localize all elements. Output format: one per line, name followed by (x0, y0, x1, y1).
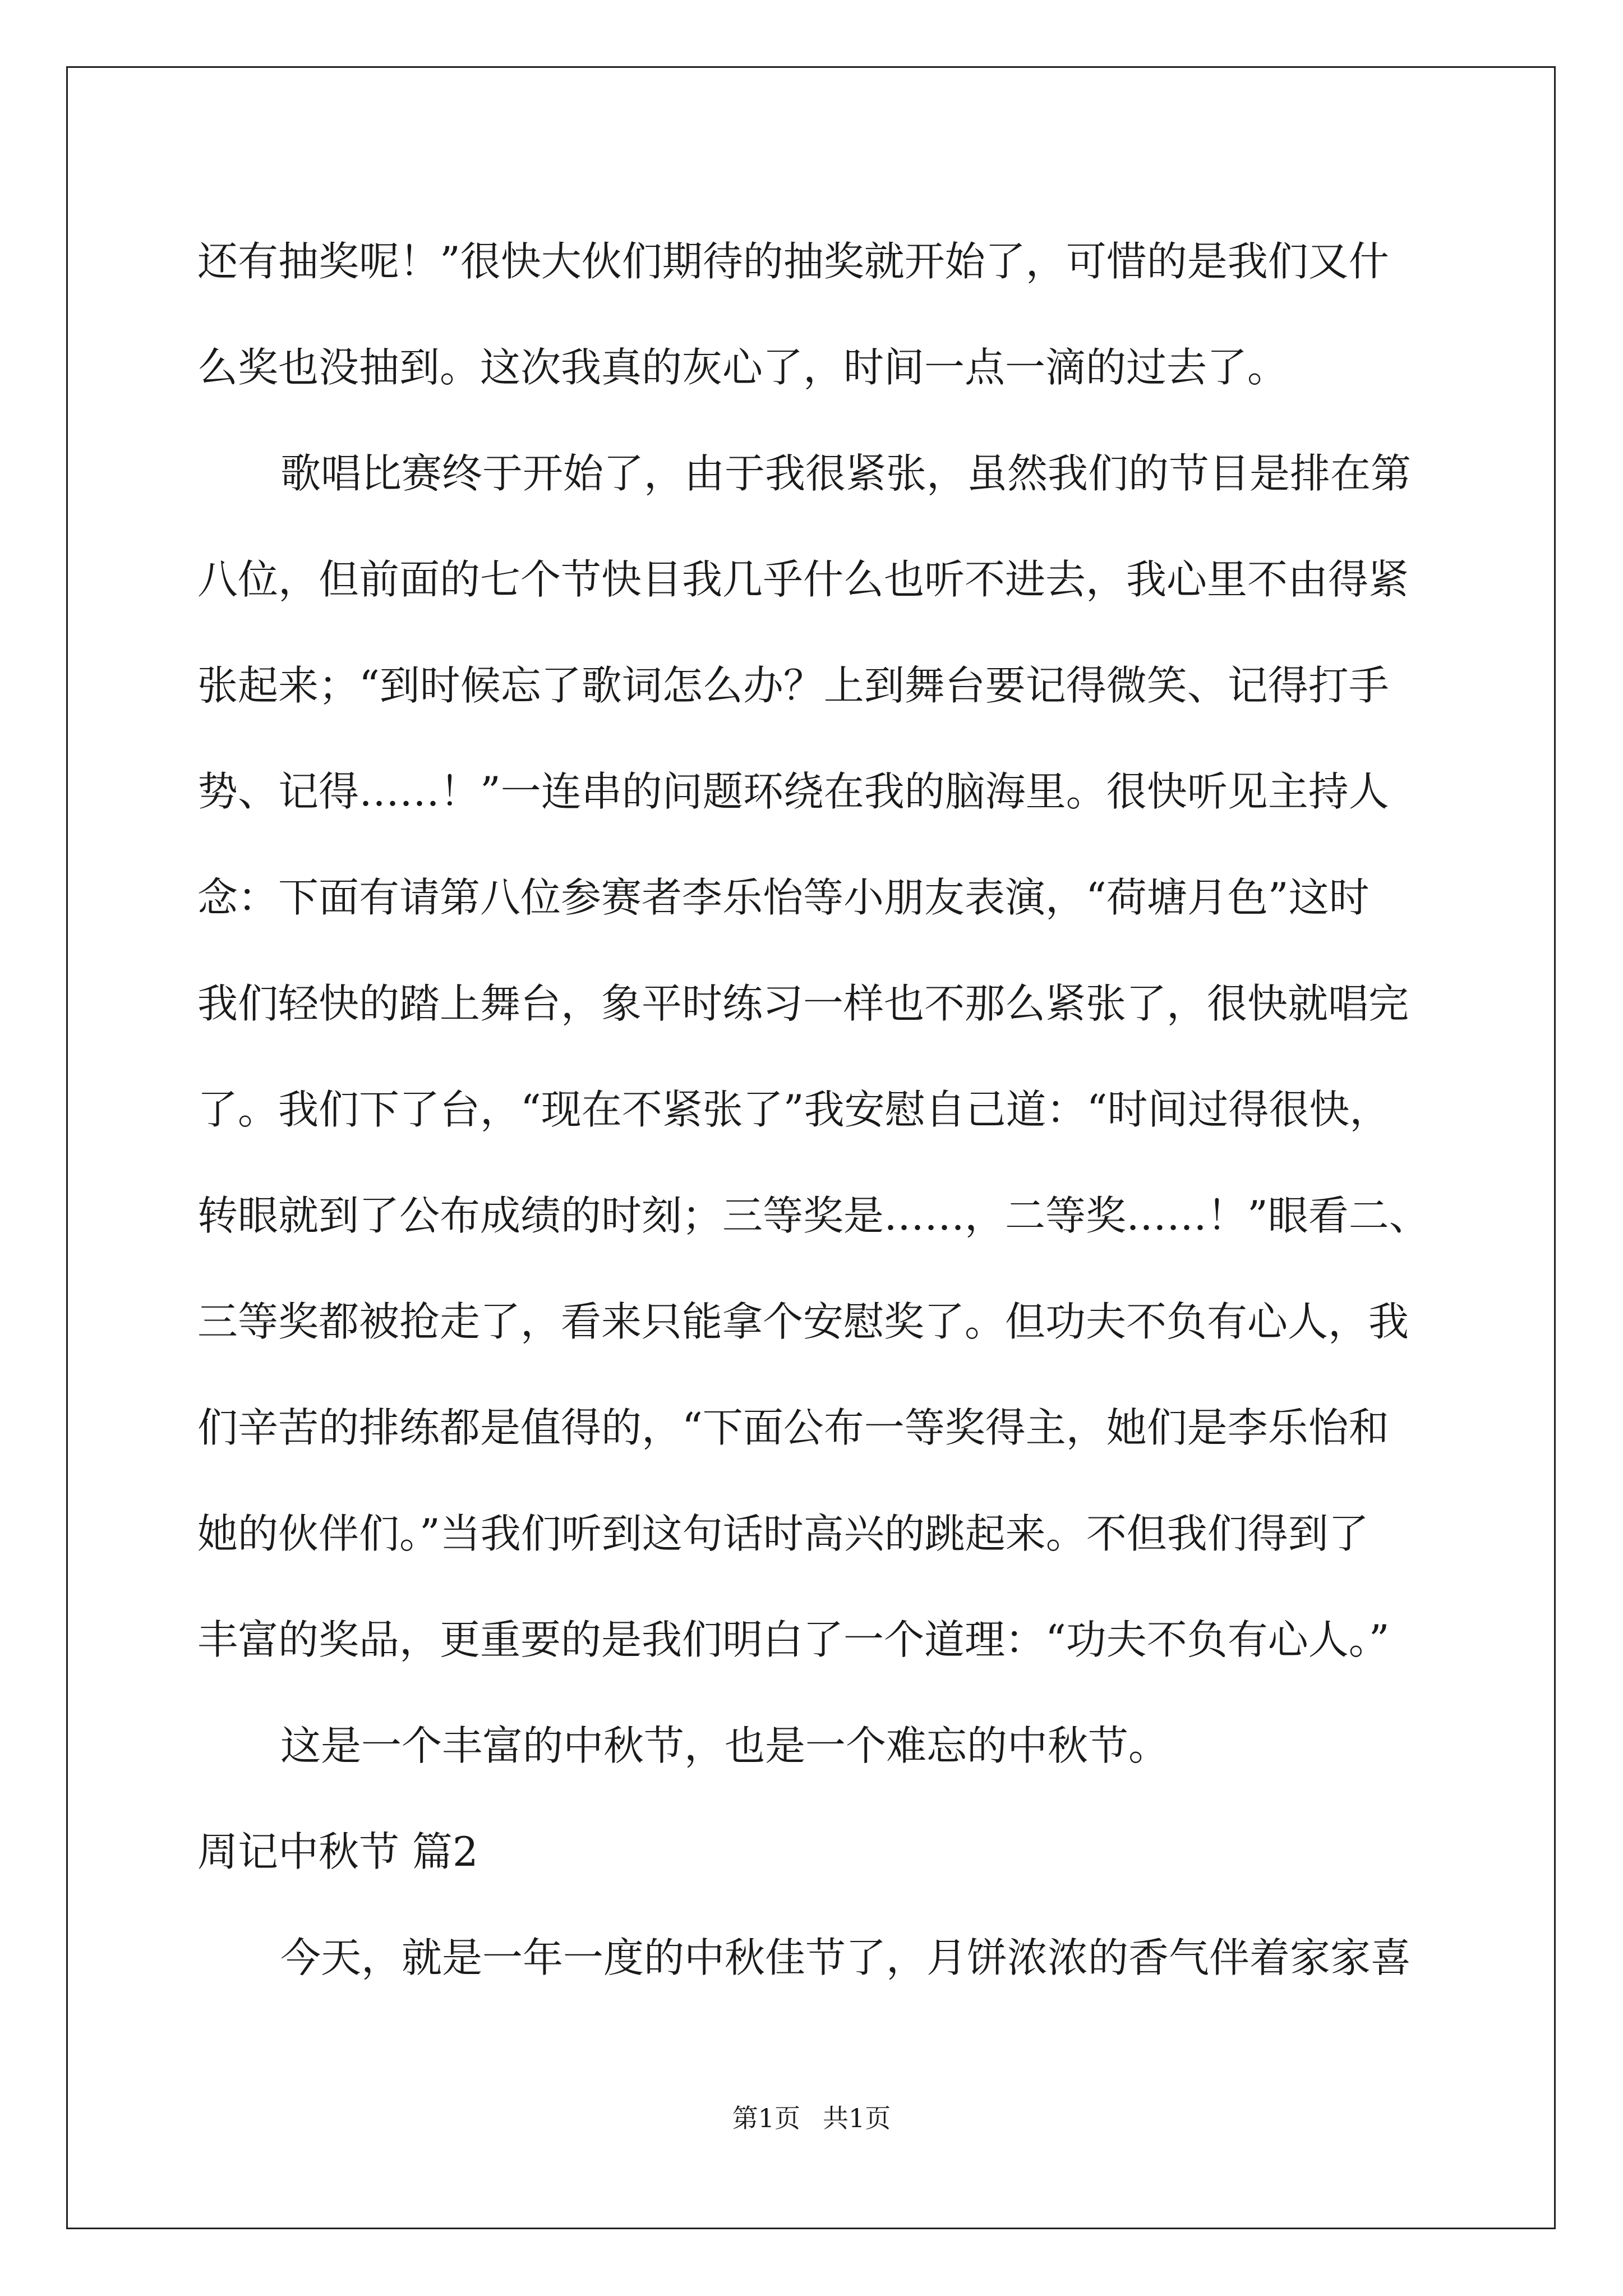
paragraph-start-line: 今天，就是一年一度的中秋佳节了，月饼浓浓的香气伴着家家喜 (280, 1934, 1412, 1981)
paragraph-start-line: 这是一个丰富的中秋节，也是一个难忘的中秋节。 (280, 1722, 1169, 1769)
body-line: 八位，但前面的七个节快目我几乎什么也听不进去，我心里不由得紧 (197, 556, 1409, 603)
body-line: 势、记得……！”一连串的问题环绕在我的脑海里。很快听见主持人 (197, 768, 1389, 815)
body-line: 丰富的奖品，更重要的是我们明白了一个道理：“功夫不负有心人。” (197, 1616, 1390, 1663)
page-number-total: 共1页 (823, 2103, 891, 2133)
body-line: 她的伙伴们。”当我们听到这句话时高兴的跳起来。不但我们得到了 (197, 1510, 1369, 1557)
page-footer (0, 2098, 1623, 2135)
page-number-current: 第1页 (732, 2103, 800, 2133)
body-line: 我们轻快的踏上舞台，象平时练习一样也不那么紧张了，很快就唱完 (197, 980, 1409, 1027)
section-heading: 周记中秋节 篇2 (197, 1828, 478, 1875)
body-line: 了。我们下了台，“现在不紧张了”我安慰自己道：“时间过得很快， (197, 1086, 1390, 1133)
paragraph-start-line: 歌唱比赛终于开始了，由于我很紧张，虽然我们的节目是排在第 (280, 450, 1412, 497)
body-line: 三等奖都被抢走了，看来只能拿个安慰奖了。但功夫不负有心人，我 (197, 1298, 1409, 1345)
body-line: 们辛苦的排练都是值得的，“下面公布一等奖得主，她们是李乐怡和 (197, 1404, 1389, 1451)
document-body (197, 209, 1431, 2011)
body-line: 还有抽奖呢！”很快大伙们期待的抽奖就开始了，可惜的是我们又什 (197, 238, 1389, 285)
body-line: 么奖也没抽到。这次我真的灰心了，时间一点一滴的过去了。 (197, 344, 1288, 391)
body-line: 转眼就到了公布成绩的时刻；三等奖是……，二等奖……！”眼看二、 (197, 1192, 1430, 1239)
body-line: 张起来；“到时候忘了歌词怎么办？上到舞台要记得微笑、记得打手 (197, 662, 1389, 709)
body-line: 念：下面有请第八位参赛者李乐怡等小朋友表演，“荷塘月色”这时 (197, 874, 1370, 921)
